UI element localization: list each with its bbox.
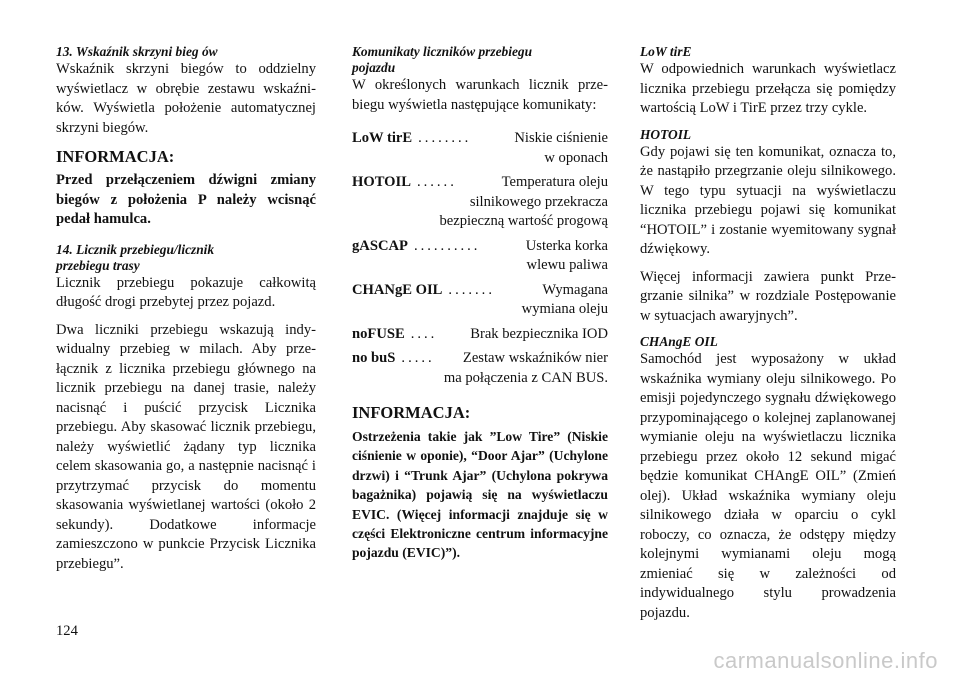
message-row xyxy=(352,173,608,193)
watermark: carmanualsonline.info xyxy=(713,648,938,673)
change-oil-title: CHAngE OIL xyxy=(640,334,718,349)
message-leader-dots: .......... xyxy=(413,237,481,254)
message-term: no buS xyxy=(352,350,396,366)
message-entry xyxy=(352,325,608,345)
section-13-title: 13. Wskaźnik skrzyni bieg ów xyxy=(56,44,218,59)
message-description-continued: wymiana oleju xyxy=(521,301,608,317)
message-entry xyxy=(352,237,608,276)
message-row xyxy=(352,237,608,257)
message-row xyxy=(352,281,608,301)
message-leader-dots: ....... xyxy=(448,281,495,298)
section-14-body: Licznik przebiegu pokazuje całkowitą długość drogi przebytej przez pojazd. xyxy=(56,274,316,310)
message-term: HOTOIL xyxy=(352,174,411,190)
column-left xyxy=(56,44,316,574)
message-row xyxy=(352,325,608,345)
low-tire-body: W odpowiednich warunkach wyświetlacz licznika przebiegu przełącza się pomiędzy wartością LoW i TirE przez trzy cykle. xyxy=(640,61,896,116)
message-leader-dots: .... xyxy=(410,325,438,342)
change-oil-body: Samochód jest wyposażony w układ wskaźnika wymiany oleju silnikowego. Po emisji pojedynczego sygnału dźwiękowego przypominającego o kolejnej zaplanowanej wymianie oleju na wyświetlaczu licznika przebiegu przez około 12 sekund migać będzie komunikat CHAngE OIL” (Zmień olej). Układ wskaźnika wymiany oleju silnikowego działa w oparciu o cykl roboczy, co oznacza, że odstępy między kolejnymi wymianami oleju mogą zmieniać się w zależności od indywidualnego stylu prowadzenia pojazdu. xyxy=(640,351,896,621)
message-term: CHANgE OIL xyxy=(352,281,443,298)
message-description-continued: bezpieczną wartość progową xyxy=(439,213,608,229)
section-13-body: Wskaźnik skrzyni biegów to oddzielny wyświetlacz w obrębie zestawu wskaźników. Wyświetla położenie automatycznej skrzyni biegów. xyxy=(56,61,316,136)
message-row xyxy=(352,349,608,369)
section-14-title-line1: 14. Licznik przebiegu/licznik xyxy=(56,241,215,257)
message-description: Brak bezpiecznika IOD xyxy=(470,325,608,342)
message-description-continued: silnikowego przekracza xyxy=(469,193,608,210)
message-term: LoW tirE xyxy=(352,130,413,146)
message-row xyxy=(352,129,608,149)
low-tire-title: LoW tirE xyxy=(640,44,692,59)
messages-title-line2: pojazdu xyxy=(352,60,396,75)
message-description-continued: ma połączenia z CAN BUS. xyxy=(443,369,608,386)
section-14-paragraph-2: Dwa liczniki przebiegu wskazują indywidualny przebieg w milach. Aby przełącznik z licznika przebiegu głównego na licznik przebiegu na danej trasie, należy nacisnąć i puścić przycisk Licznika przebiegu. Aby skasować licznik przebiegu, należy wyświetlić żądany typ licznika celem skasowania go, a następnie nacisnąć i przytrzymać przycisk do momentu skasowania wyświetlanej wartości (około 2 sekundy). Dodatkowe informacje zamieszczono w punkcie Przycisk Licznika przebiegu”. xyxy=(56,321,316,572)
info-heading-1: INFORMACJA: xyxy=(56,147,175,166)
section-14-title-line2: przebiegu trasy xyxy=(56,257,140,273)
info-body-1: Przed przełączeniem dźwigni zmiany biegów z położenia P należy wcisnąć pedał hamulca. xyxy=(56,172,316,227)
message-entry xyxy=(352,281,608,320)
message-description: Wymagana xyxy=(542,281,608,298)
hotoil-title: HOTOIL xyxy=(640,126,692,142)
column-middle xyxy=(352,44,608,563)
messages-title-line1: Komunikaty liczników przebiegu xyxy=(352,44,533,59)
message-description-continued: w oponach xyxy=(544,149,608,166)
hotoil-more-info: Więcej informacji zawiera punkt Przegrzanie silnika” w rozdziale Postępowanie w sytuacjach awaryjnych”. xyxy=(640,268,896,324)
info-heading-2: INFORMACJA: xyxy=(352,403,471,422)
hotoil-body: Gdy pojawi się ten komunikat, oznacza to, że nastąpiło przegrzanie oleju silnikowego. W tego typu sytuacji na wyświetlaczu licznika przebiegu pojawi się komunikat “HOTOIL” i zostanie wyemitowany sygnał dźwiękowy. xyxy=(640,143,896,257)
message-description: Niskie ciśnienie xyxy=(514,130,608,146)
message-term: gASCAP xyxy=(352,237,408,254)
message-leader-dots: ........ xyxy=(418,130,472,146)
message-leader-dots: ...... xyxy=(416,174,457,190)
message-leader-dots: ..... xyxy=(401,350,435,366)
info-body-2: Ostrzeżenia takie jak ”Low Tire” (Niskie ciśnienie w oponie), “Door Ajar” (Uchylone drzwi) i “Trunk Ajar” (Uchylona pokrywa bagażnika) pojawią się na wyświetlaczu EVIC. (Więcej informacji znajduje się w części Elektroniczne centrum informacyjne pojazdu (EVIC)”). xyxy=(352,429,608,561)
message-entry xyxy=(352,129,608,168)
message-description: Temperatura oleju xyxy=(501,174,608,190)
message-term: noFUSE xyxy=(352,325,405,342)
message-entry xyxy=(352,349,608,388)
message-description: Zestaw wskaźników nier xyxy=(462,350,608,366)
message-description-continued: wlewu paliwa xyxy=(526,257,608,273)
page-number: 124 xyxy=(56,623,78,639)
message-entry xyxy=(352,173,608,232)
message-list xyxy=(352,129,608,388)
column-right xyxy=(640,44,896,623)
messages-intro: W określonych warunkach licznik przebiegu wyświetla następujące komunikaty: xyxy=(352,77,608,113)
message-description: Usterka korka xyxy=(525,237,608,254)
